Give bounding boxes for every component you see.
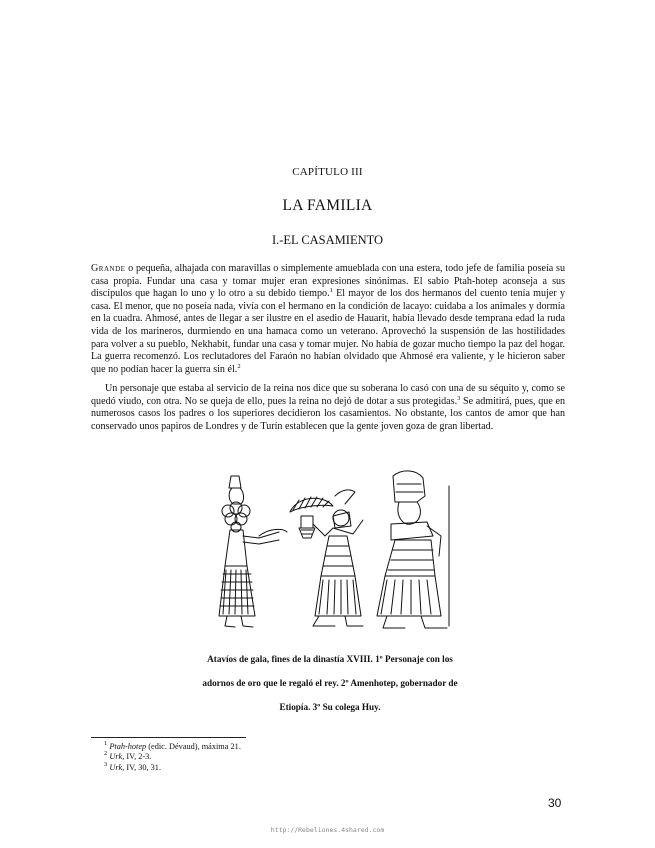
footnote-1 bbox=[104, 742, 241, 752]
figure-3-huy bbox=[377, 471, 449, 628]
caption-line-2: adornos de oro que le regaló el rey. 2º Amenhotep, gobernador de bbox=[202, 678, 458, 688]
footnote-1-source: Ptah-hotep bbox=[109, 742, 147, 751]
chapter-label: CAPÍTULO III bbox=[292, 166, 363, 178]
footnote-ref-1: 1 bbox=[329, 287, 333, 295]
paragraph-1-text-b: El mayor de los dos hermanos del cuento tenía mujer y casa. El menor, que no poseía nada, vivía con el hermano en la condición de lacayo: cuidaba a los animales y dormía en la cuadra. Ahmosé, antes de llegar a ser ilustre en el asedio de Hauarit, había llevado desde temprana edad la ruda vida de los marineros, durmiendo en una hamaca como un veterano. Aprovechó la suspensión de las hostilidades para volver a su pueblo, Nekhabit, fundar una casa y tomar mujer. No había de gozar mucho tiempo la paz del hogar. La guerra recomenzó. Los reclutadores del Faraón no habían olvidado que Ahmosé era valiente, y le hicieron saber que no podían hacer la guerra sin él. bbox=[91, 288, 565, 375]
footnote-ref-2: 2 bbox=[237, 362, 241, 370]
body-paragraph-1 bbox=[91, 263, 565, 376]
footnote-2-source: Urk bbox=[109, 752, 123, 762]
chapter-title: LA FAMILIA bbox=[282, 197, 373, 214]
footnote-1-number: 1 bbox=[104, 740, 108, 747]
footnote-2 bbox=[104, 752, 241, 762]
egyptian-figures-illustration bbox=[195, 466, 465, 636]
footnote-1-text: (edic. Dévaud), máxima 21. bbox=[146, 742, 241, 751]
section-title: I.-EL CASAMIENTO bbox=[271, 233, 384, 247]
paragraph-1-text-a: o pequeña, alhajada con maravillas o simplemente amueblada con una estera, todo jefe de familia poseía su casa propia. Fundar una casa y tomar mujer eran expresiones sinónimas. El sabio Ptah-hotep aconseja a sus discípulos que hagan lo uno y lo otro a su debido tiempo. bbox=[91, 263, 565, 300]
caption-line-3: Etiopía. 3º Su colega Huy. bbox=[279, 702, 381, 712]
paragraph-2-text-b: Se admitirá, pues, que en numerosos casos los padres o los superiores decidieron los casamientos. No obstante, los cantos de amor que han conservado unos papiros de Londres y de Turín establecen que la gente joven goza de gran libertad. bbox=[91, 395, 565, 432]
footnote-2-number: 2 bbox=[104, 750, 108, 758]
paragraph-2-text-a: Un personaje que estaba al servicio de la reina nos dice que su soberana lo casó con una de su séquito y, como se quedó viudo, con otra. No se queja de ello, pues la reina no dejó de dotar a sus protegidas. bbox=[91, 383, 565, 407]
footnote-3-text: , IV, 30, 31. bbox=[122, 762, 162, 772]
footnote-3-number: 3 bbox=[104, 760, 108, 768]
caption-line-1: Atavíos de gala, fines de la dinastía XVIII. 1º Personaje con los bbox=[207, 654, 453, 664]
footnote-3 bbox=[104, 760, 241, 773]
footnote-divider bbox=[91, 737, 246, 738]
footnote-2-text: , IV, 2-3. bbox=[122, 752, 152, 762]
footnotes bbox=[104, 742, 241, 773]
page-number: 30 bbox=[548, 796, 562, 810]
figure-1-personage bbox=[219, 476, 287, 627]
footnote-3-source: Urk bbox=[109, 762, 123, 772]
body-paragraph-2 bbox=[91, 383, 565, 433]
site-url[interactable]: http://Rebeliones.4shared.com bbox=[270, 826, 385, 834]
footnote-ref-3: 3 bbox=[457, 394, 461, 402]
figure-2-amenhotep bbox=[290, 490, 363, 626]
drop-cap-word: Grande bbox=[91, 263, 126, 274]
figure-caption bbox=[190, 647, 470, 719]
